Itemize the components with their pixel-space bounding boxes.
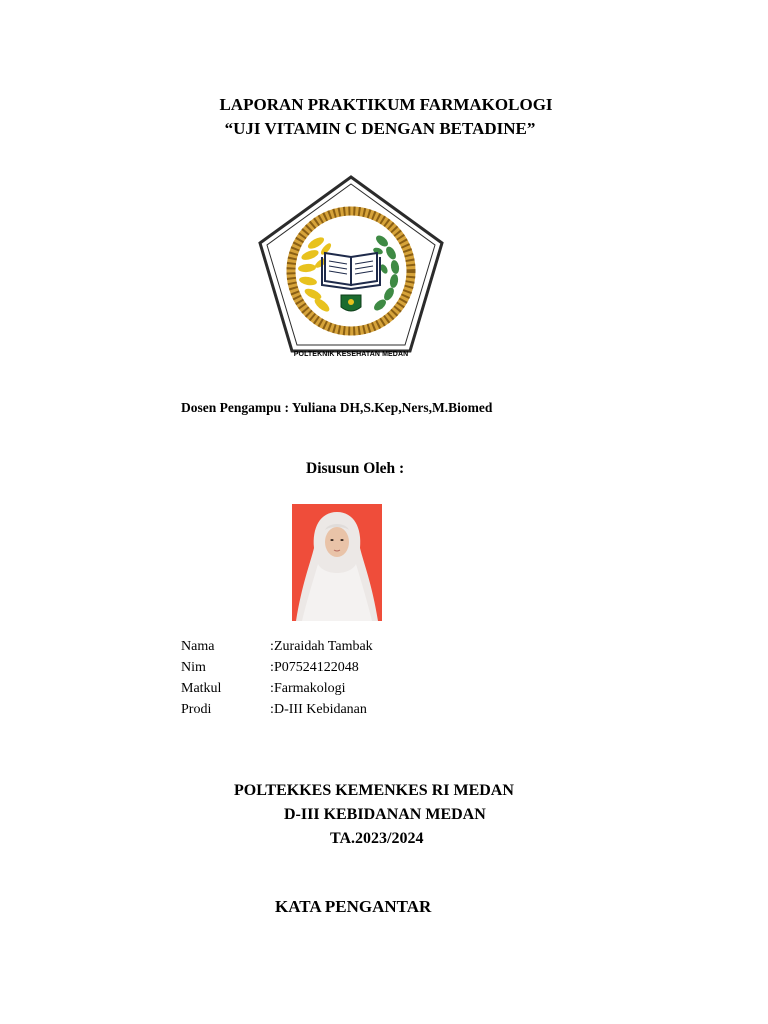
report-title-line-1: LAPORAN PRAKTIKUM FARMAKOLOGI (219, 95, 553, 114)
info-separator: : (270, 660, 274, 675)
info-value: Farmakologi (274, 681, 346, 696)
lecturer-line: Dosen Pengampu : Yuliana DH,S.Kep,Ners,M.Biomed (181, 400, 493, 415)
info-value: P07524122048 (274, 660, 359, 675)
info-separator: : (270, 639, 274, 654)
info-separator: : (270, 702, 274, 717)
institution-line-3: TA.2023/2024 (330, 830, 424, 847)
info-value: Zuraidah Tambak (274, 639, 373, 654)
student-portrait-icon (292, 504, 382, 621)
info-label: Prodi (181, 702, 212, 717)
info-separator: : (270, 681, 274, 696)
report-title-line-2: “UJI VITAMIN C DENGAN BETADINE” (224, 119, 536, 138)
institution-line-1: POLTEKKES KEMENKES RI MEDAN (234, 782, 514, 799)
poltekkes-medan-logo-icon (256, 173, 446, 369)
info-label: Nim (181, 660, 206, 675)
info-label: Matkul (181, 681, 222, 696)
section-heading: KATA PENGANTAR (275, 897, 432, 916)
institution-line-2: D-III KEBIDANAN MEDAN (284, 806, 486, 823)
logo-caption: POLTEKNIK KESEHATAN MEDAN (293, 351, 409, 358)
info-value: D-III Kebidanan (274, 702, 367, 717)
info-label: Nama (181, 639, 215, 654)
author-heading: Disusun Oleh : (306, 460, 405, 477)
